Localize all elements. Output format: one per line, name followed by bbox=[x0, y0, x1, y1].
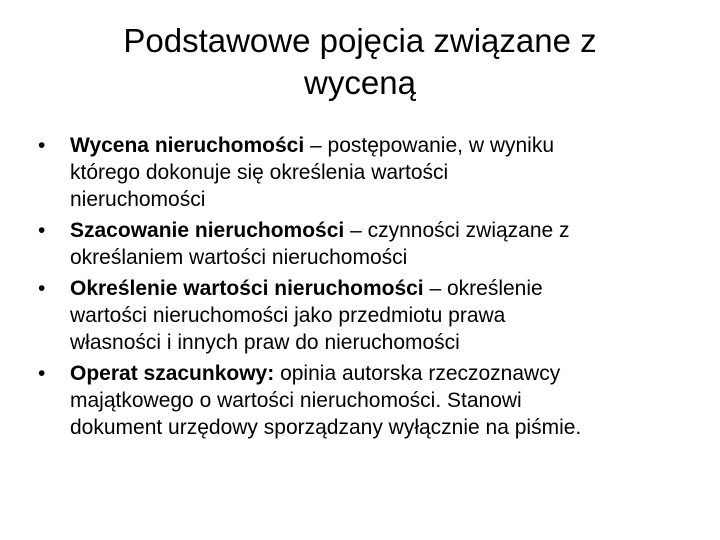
bullet-text: – określenie bbox=[423, 277, 543, 300]
bullet-item-okreslenie bbox=[36, 275, 684, 356]
bullet-term: Szacowanie nieruchomości bbox=[70, 219, 345, 242]
bullet-list bbox=[36, 132, 684, 445]
bullet-line: dokument urzędowy sporządzany wyłącznie na piśmie. bbox=[70, 416, 582, 439]
title-line-1: Podstawowe pojęcia związane z bbox=[123, 22, 597, 59]
bullet-icon: • bbox=[38, 134, 46, 157]
bullet-text: – postępowanie, w wyniku bbox=[304, 134, 555, 157]
bullet-icon: • bbox=[38, 362, 46, 385]
bullet-line: którego dokonuje się określenia wartości bbox=[70, 161, 449, 184]
bullet-line: majątkowego o wartości nieruchomości. Stanowi bbox=[70, 389, 522, 412]
bullet-icon: • bbox=[38, 219, 46, 242]
bullet-line bbox=[70, 132, 684, 159]
slide-title bbox=[40, 20, 680, 104]
bullet-line bbox=[70, 217, 684, 244]
bullet-line: określaniem wartości nieruchomości bbox=[70, 246, 408, 269]
bullet-line: wartości nieruchomości jako przedmiotu prawa bbox=[70, 304, 506, 327]
bullet-item-operat bbox=[36, 360, 684, 441]
bullet-item-szacowanie bbox=[36, 217, 684, 271]
title-line-2: wyceną bbox=[304, 64, 416, 101]
bullet-line bbox=[70, 360, 684, 387]
bullet-line: własności i innych praw do nieruchomości bbox=[70, 331, 460, 354]
bullet-icon: • bbox=[38, 277, 46, 300]
bullet-term: Wycena nieruchomości bbox=[70, 134, 305, 157]
bullet-item-wycena bbox=[36, 132, 684, 213]
bullet-line bbox=[70, 275, 684, 302]
bullet-text: – czynności związane z bbox=[344, 219, 570, 242]
bullet-term: Operat szacunkowy: bbox=[70, 362, 275, 385]
bullet-text: opinia autorska rzeczoznawcy bbox=[274, 362, 561, 385]
bullet-term: Określenie wartości nieruchomości bbox=[70, 277, 424, 300]
bullet-line: nieruchomości bbox=[70, 188, 206, 211]
